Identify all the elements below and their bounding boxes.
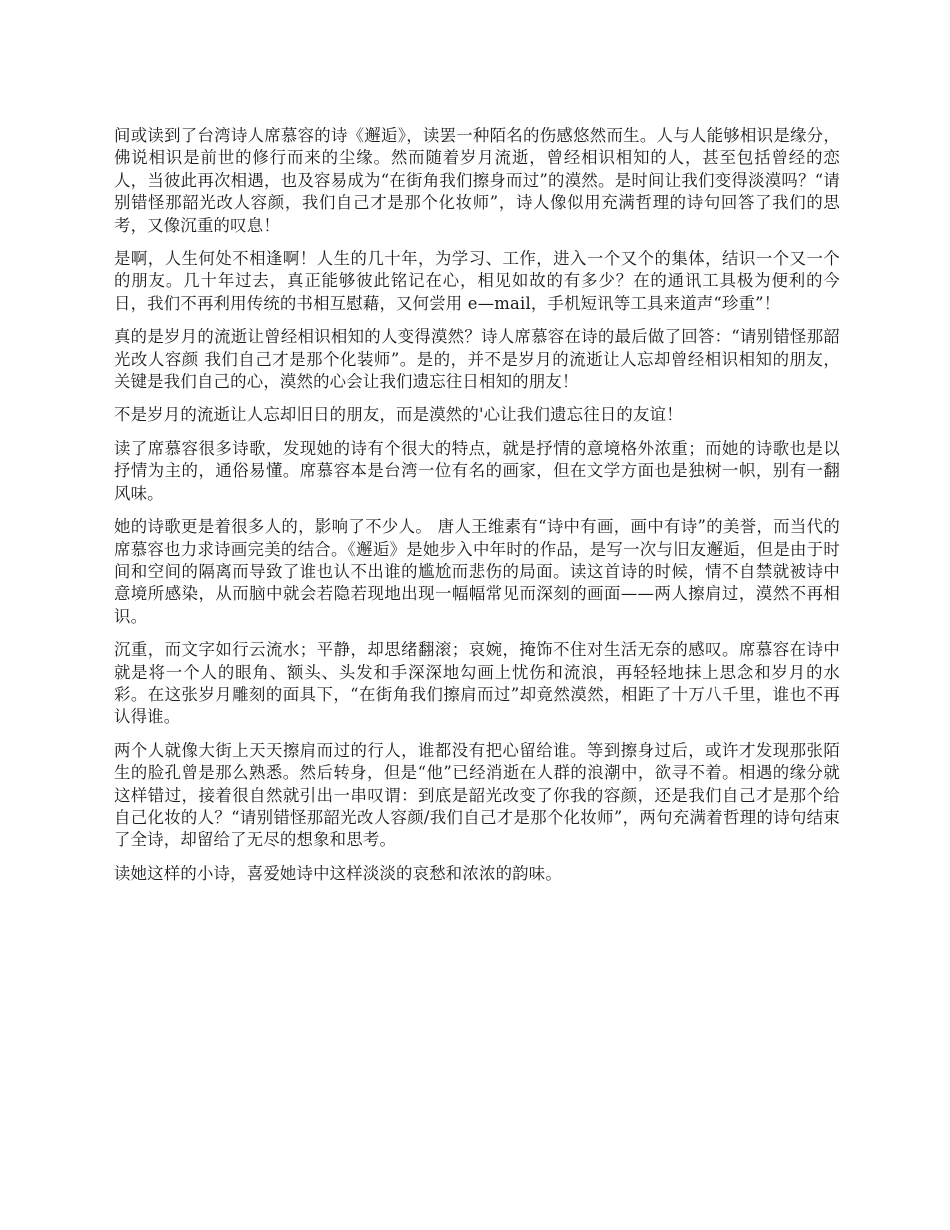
paragraph: 读了席慕容很多诗歌，发现她的诗有个很大的特点，就是抒情的意境格外浓重；而她的诗歌也是以抒情为主的，通俗易懂。席慕容本是台湾一位有名的画家，但在文学方面也是独树一帜，别有一翻风味。	[114, 438, 840, 503]
paragraph: 沉重，而文字如行云流水；平静，却思绪翻滚；哀婉，掩饰不住对生活无奈的感叹。席慕容在诗中就是将一个人的眼角、额头、头发和手深深地勾画上忧伤和流浪，再轻轻地抹上思念和岁月的水彩。在这张岁月雕刻的面具下，“在街角我们擦肩而过”却竟然漠然，相距了十万八千里，谁也不再认得谁。	[114, 640, 840, 727]
paragraph: 不是岁月的流逝让人忘却旧日的朋友，而是漠然的'心让我们遗忘往日的友谊！	[114, 405, 683, 425]
paragraph: 真的是岁月的流逝让曾经相识相知的人变得漠然？诗人席慕容在诗的最后做了回答：“请别错怪那韶光改人容颜 我们自己才是那个化装师”。是的，并不是岁月的流逝让人忘却曾经相识相知的朋友，关键是我们自己的心，漠然的心会让我们遗忘往日相知的朋友！	[114, 327, 840, 392]
document-body	[114, 125, 840, 896]
paragraph: 是啊，人生何处不相逢啊！人生的几十年，为学习、工作，进入一个又个的集体，结识一个又一个的朋友。几十年过去，真正能够彼此铭记在心，相见如故的有多少？在的通讯工具极为便利的今日，我们不再利用传统的书相互慰藉，又何尝用 e—mail，手机短讯等工具来道声“珍重”！	[114, 249, 840, 313]
paragraph: 两个人就像大街上天天擦肩而过的行人，谁都没有把心留给谁。等到擦身过后，或许才发现那张陌生的脸孔曾是那么熟悉。然后转身，但是“他”已经消逝在人群的浪潮中，欲寻不着。相遇的缘分就这样错过，接着很自然就引出一串叹谓：到底是韶光改变了你我的容颜，还是我们自己才是那个给自己化妆的人？“请别错怪那韶光改人容颜/我们自己才是那个化妆师”，两句充满着哲理的诗句结束了全诗，却留给了无尽的想象和思考。	[114, 740, 840, 850]
paragraph: 间或读到了台湾诗人席慕容的诗《邂逅》，读罢一种陌名的伤感悠然而生。人与人能够相识是缘分，佛说相识是前世的修行而来的尘缘。然而随着岁月流逝，曾经相识相知的人，甚至包括曾经的恋人，当彼此再次相遇，也及容易成为“在街角我们擦身而过”的漠然。是时间让我们变得淡漠吗？“请别错怪那韶光改人容颜，我们自己才是那个化妆师”，诗人像似用充满哲理的诗句回答了我们的思考，又像沉重的叹息！	[114, 126, 840, 235]
paragraph: 她的诗歌更是着很多人的，影响了不少人。 唐人王维素有“诗中有画，画中有诗”的美誉，而当代的席慕容也力求诗画完美的结合。《邂逅》是她步入中年时的作品，是写一次与旧友邂逅，但是由于时间和空间的隔离而导致了谁也认不出谁的尴尬而悲伤的局面。读这首诗的时候，情不自禁就被诗中意境所感染，从而脑中就会若隐若现地出现一幅幅常见而深刻的画面——两人擦肩过，漠然不再相识。	[114, 517, 840, 626]
paragraph: 读她这样的小诗，喜爱她诗中这样淡淡的哀愁和浓浓的韵味。	[114, 863, 562, 883]
